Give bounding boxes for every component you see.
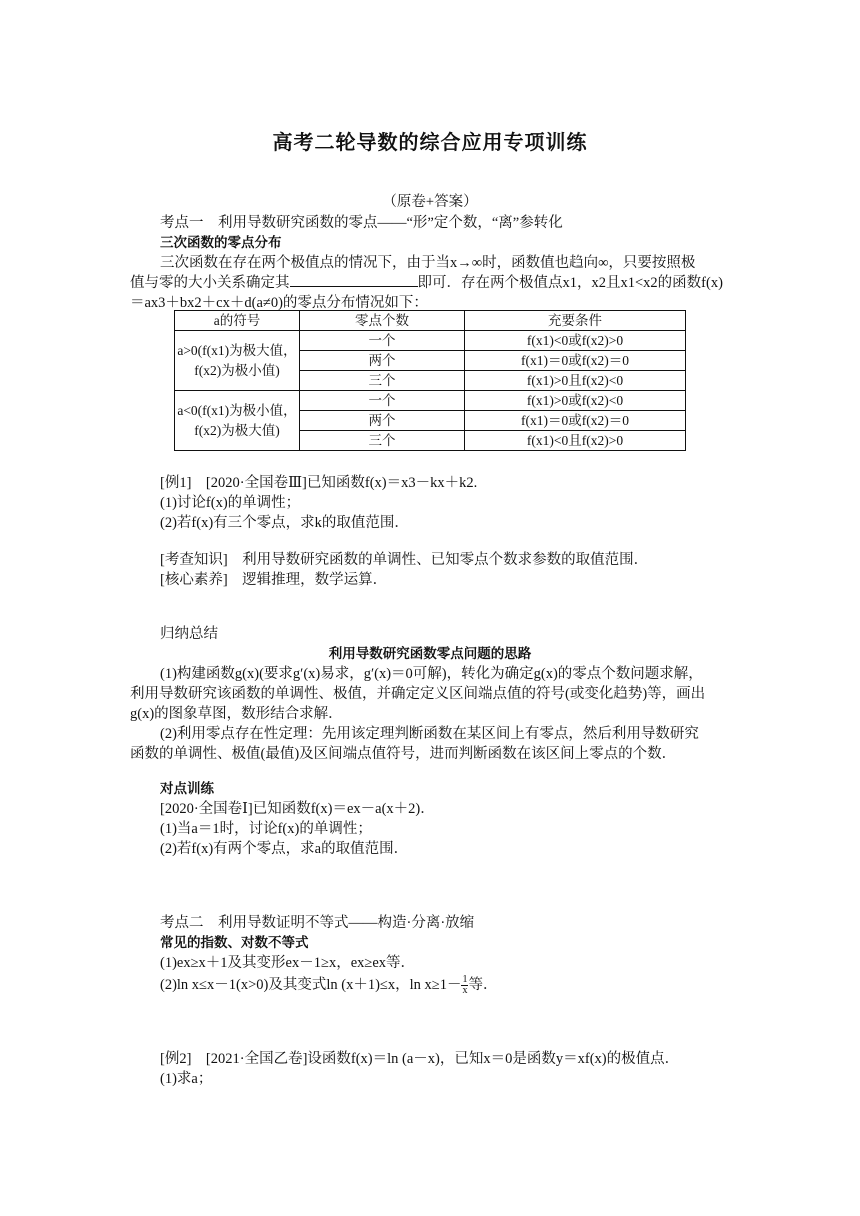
fill-in-blank: [290, 273, 418, 287]
zero-distribution-table: [174, 310, 686, 451]
table-cell-sign: a<0(f(x1)为极小值，f(x2)为极大值): [175, 391, 300, 451]
literacy-line: [160, 570, 387, 590]
table-cell: 两个: [300, 351, 465, 371]
kp1-subheading: 三次函数的零点分布: [160, 235, 282, 251]
practice-label: 对点训练: [160, 781, 214, 797]
table-cell: f(x1)<0且f(x2)>0: [465, 431, 686, 451]
table-cell: f(x1)<0或f(x2)>0: [465, 331, 686, 351]
fraction-one-over-x: $\frac{1}{x}$: [462, 974, 468, 997]
kp1-paragraph-line: 三次函数在存在两个极值点的情况下，由于当x→∞时，函数值也趋向∞，只要按照极: [160, 255, 696, 271]
table-cell: 一个: [300, 331, 465, 351]
kp1-paragraph-line: ＝ax3＋bx2＋cx＋d(a≠0)的零点分布情况如下：: [130, 295, 428, 311]
table-header-row: [175, 311, 686, 331]
summary-line: (1)构建函数g(x)(要求g′(x)易求，g′(x)＝0可解)，转化为确定g(x)的零点个数问题求解，: [160, 666, 703, 682]
table-cell: f(x1)>0且f(x2)<0: [465, 371, 686, 391]
summary-line: (2)利用零点存在性定理：先用该定理判断函数在某区间上有零点，然后利用导数研究: [160, 726, 699, 742]
kp2-line: (2)ln x≤x－1(x>0)及其变式ln (x＋1)≤x，ln x≥1－ $\frac{1}{x}$ 等．: [160, 974, 498, 997]
kp2-line: (1)ex≥x＋1及其变形ex－1≥x，ex≥ex等．: [160, 955, 416, 971]
table-header: 充要条件: [465, 311, 686, 331]
example1-question: (1)讨论f(x)的单调性；: [160, 495, 301, 511]
table-cell: f(x1)＝0或f(x2)＝0: [465, 351, 686, 371]
table-cell-sign: a>0(f(x1)为极大值，f(x2)为极小值): [175, 331, 300, 391]
kp2-subheading: 常见的指数、对数不等式: [160, 935, 309, 951]
summary-heading: 利用导数研究函数零点问题的思路: [328, 646, 532, 662]
table-cell: f(x1)>0或f(x2)<0: [465, 391, 686, 411]
page-title: 高考二轮导数的综合应用专项训练: [272, 130, 588, 154]
kp1-heading: 考点一 利用导数研究函数的零点——“形”定个数，“离”参转化: [160, 215, 563, 231]
practice-question: (1)当a＝1时，讨论f(x)的单调性；: [160, 821, 372, 837]
table-row: [175, 391, 686, 411]
kp1-paragraph-line: 值与零的大小关系确定其 即可．存在两个极值点x1，x2且x1<x2的函数f(x): [130, 275, 723, 291]
practice-question: (2)若f(x)有两个零点，求a的取值范围．: [160, 841, 409, 857]
summary-line: g(x)的图象草图，数形结合求解．: [130, 706, 343, 722]
example2-statement: [例2] [2021·全国乙卷]设函数f(x)＝ln (a－x)，已知x＝0是函数y＝xf(x)的极值点．: [160, 1051, 680, 1067]
kp2-heading: 考点二 利用导数证明不等式——构造·分离·放缩: [160, 915, 475, 931]
literacy-text: 逻辑推理，数学运算．: [242, 572, 388, 588]
summary-line: 函数的单调性、极值(最值)及区间端点值符号，进而判断函数在该区间上零点的个数．: [130, 746, 677, 762]
summary-line: 利用导数研究该函数的单调性、极值，并确定定义区间端点值的符号(或变化趋势)等，画出: [130, 686, 706, 702]
example1-statement: [例1] [2020·全国卷Ⅲ]已知函数f(x)＝x3－kx＋k2.: [160, 475, 478, 491]
knowledge-text: 利用导数研究函数的单调性、已知零点个数求参数的取值范围．: [242, 552, 649, 568]
summary-label: 归纳总结: [160, 626, 218, 642]
table-header: a的符号: [175, 311, 300, 331]
table-cell: 三个: [300, 371, 465, 391]
example1-question: (2)若f(x)有三个零点，求k的取值范围．: [160, 515, 409, 531]
table-row: [175, 331, 686, 351]
table-cell: f(x1)＝0或f(x2)＝0: [465, 411, 686, 431]
knowledge-line: [160, 550, 648, 570]
table-cell: 一个: [300, 391, 465, 411]
table-cell: 三个: [300, 431, 465, 451]
knowledge-label: [考查知识]: [160, 552, 228, 568]
table-cell: 两个: [300, 411, 465, 431]
practice-statement: [2020·全国卷Ⅰ]已知函数f(x)＝ex－a(x＋2)．: [160, 801, 435, 817]
example2-question: (1)求a；: [160, 1071, 213, 1087]
subtitle: （原卷+答案）: [382, 194, 478, 210]
table-header: 零点个数: [300, 311, 465, 331]
literacy-label: [核心素养]: [160, 572, 228, 588]
